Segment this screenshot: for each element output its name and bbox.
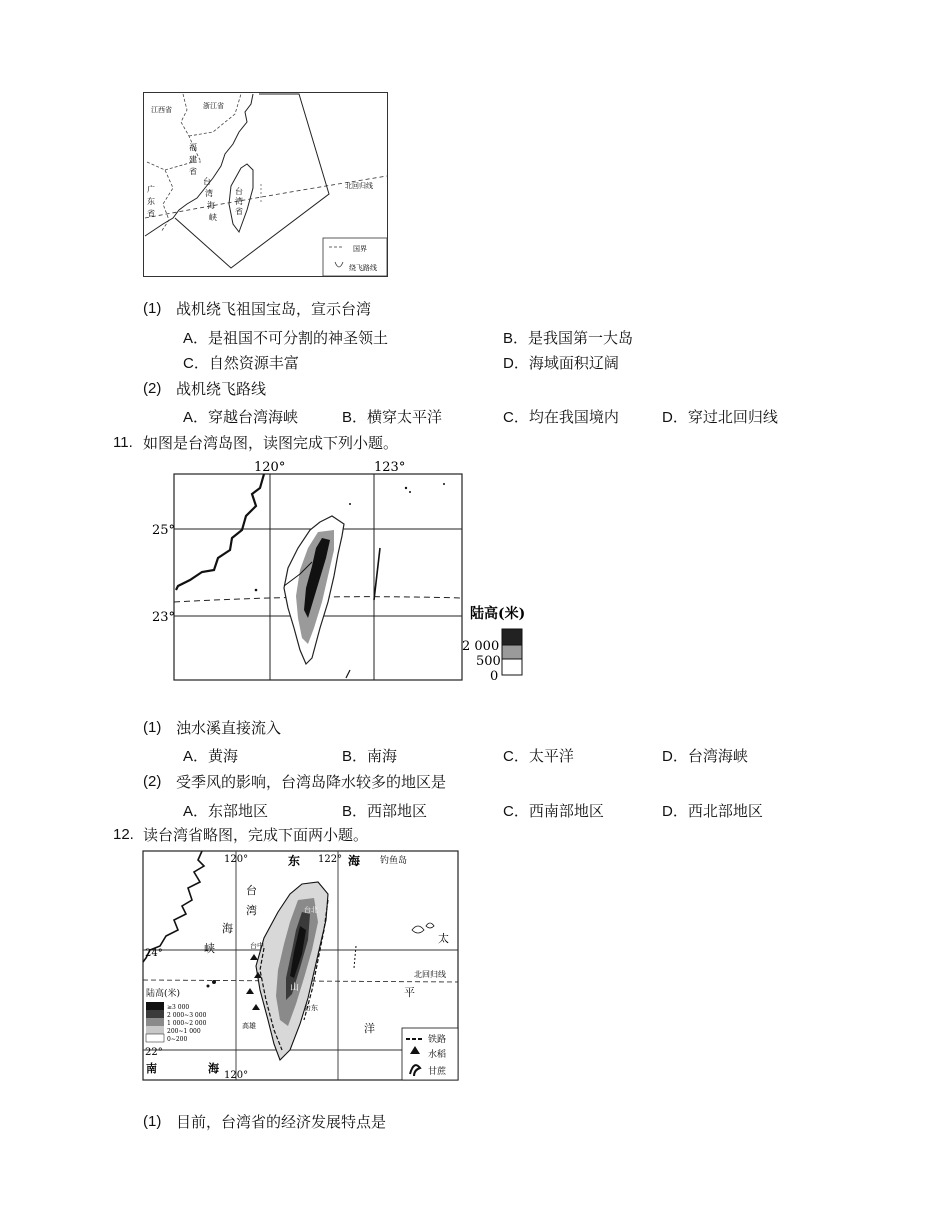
q11-sub2-stem: 受季风的影响，台湾岛降水较多的地区是: [176, 773, 447, 791]
option-text: 是祖国不可分割的神圣领土: [208, 329, 389, 347]
q12-number: 12.: [113, 826, 134, 843]
q10-sub1-number: (1): [143, 300, 162, 317]
legend-tick-2000: 2 000: [462, 639, 500, 654]
elev-range-2: 2 000~3 000: [167, 1012, 207, 1019]
q12-sub1-number: (1): [143, 1113, 162, 1130]
option-text: 横穿太平洋: [367, 408, 443, 426]
q10-sub2-number: (2): [143, 380, 162, 397]
label-guangdong-1: 广: [147, 185, 155, 194]
q11-sub1-stem: 浊水溪直接流入: [176, 719, 282, 737]
option-key: D．: [662, 409, 688, 426]
strait-label-3: 海: [222, 922, 233, 935]
lon-label-123: 123°: [374, 460, 406, 475]
label-guangdong-2: 东: [147, 197, 155, 206]
lon-label-120-bottom: 120°: [224, 1070, 249, 1081]
q10-sub2-option-a[interactable]: [183, 407, 298, 428]
legend-sugarcane: 甘蔗: [428, 1067, 447, 1077]
option-text: 西南部地区: [528, 802, 604, 820]
q10-sub1-stem: 战机绕飞祖国宝岛，宣示台湾: [176, 300, 372, 318]
option-text: 穿过北回归线: [687, 408, 778, 426]
east-sea-label-2: 海: [348, 854, 361, 868]
label-strait-1: 台: [203, 177, 211, 186]
pacific-label-3: 洋: [364, 1022, 375, 1035]
q10-route-map: [143, 92, 389, 278]
option-text: 太平洋: [528, 747, 574, 765]
option-key: D．: [662, 748, 688, 765]
elev-range-1: ≥3 000: [167, 1004, 190, 1011]
q10-sub1-option-d[interactable]: [503, 353, 619, 374]
option-text: 是我国第一大岛: [528, 329, 634, 347]
option-text: 西部地区: [367, 802, 428, 820]
strait-label-4: 峡: [204, 942, 215, 955]
east-sea-label-1: 东: [288, 854, 301, 868]
q11-sub2-option-b[interactable]: [342, 801, 427, 822]
strait-label-1: 台: [246, 884, 257, 897]
q11-taiwan-relief-map: [148, 458, 528, 686]
q11-sub2-number: (2): [143, 773, 162, 790]
south-sea-label-2: 海: [208, 1062, 219, 1075]
option-text: 黄海: [208, 747, 239, 765]
q10-sub2-option-b[interactable]: [342, 407, 442, 428]
south-sea-label-1: 南: [146, 1062, 157, 1075]
q11-sub2-option-a[interactable]: [183, 801, 268, 822]
option-text: 海域面积辽阔: [528, 354, 619, 372]
label-taiwan-3: 省: [235, 207, 243, 216]
lon-label-122: 122°: [318, 854, 343, 865]
option-text: 穿越台湾海峡: [208, 408, 299, 426]
lat-label-25: 25°: [152, 523, 176, 538]
elev-range-5: 0~200: [167, 1036, 188, 1043]
option-key: A．: [183, 330, 209, 347]
legend-tick-500: 500: [476, 654, 501, 669]
pacific-label-2: 平: [404, 986, 415, 999]
option-key: A．: [183, 409, 209, 426]
legend-border-label: 国界: [353, 245, 367, 253]
q11-sub2-option-d[interactable]: [662, 801, 763, 822]
elevation-legend-title: 陆高(米): [146, 989, 181, 999]
island-label-mountain: 山: [290, 983, 300, 993]
lon-label-120: 120°: [254, 460, 286, 475]
q10-sub1-option-b[interactable]: [503, 328, 633, 349]
island-label-taitung: 台东: [304, 1004, 318, 1012]
q11-sub1-option-c[interactable]: [503, 746, 574, 767]
elev-range-4: 200~1 000: [167, 1028, 201, 1035]
q11-sub1-option-a[interactable]: [183, 746, 238, 767]
q11-sub2-option-c[interactable]: [503, 801, 604, 822]
lon-label-120: 120°: [224, 854, 249, 865]
q11-sub1-number: (1): [143, 719, 162, 736]
option-key: A．: [183, 803, 209, 820]
option-key: D．: [503, 355, 529, 372]
q10-sub2-stem: 战机绕飞路线: [176, 380, 267, 398]
q10-sub2-option-c[interactable]: [503, 407, 619, 428]
island-label-taipei: 台北: [304, 906, 318, 914]
option-text: 均在我国境内: [528, 408, 619, 426]
label-fujian-2: 建: [189, 155, 197, 164]
legend-route-label: 绕飞路线: [349, 264, 377, 272]
option-key: D．: [662, 803, 688, 820]
q12-taiwan-province-map: [142, 850, 460, 1082]
q11-stem: 如图是台湾岛图，读图完成下列小题。: [143, 434, 399, 452]
label-taiwan-2: 湾: [235, 197, 243, 206]
label-jiangxi: 江西省: [151, 106, 172, 114]
label-fujian-3: 省: [189, 167, 197, 176]
label-guangdong-3: 省: [147, 209, 155, 218]
option-key: C．: [503, 748, 529, 765]
q10-sub1-option-c[interactable]: [183, 353, 299, 374]
tropic-label: 北回归线: [414, 970, 446, 979]
label-taiwan-1: 台: [235, 187, 243, 196]
label-strait-2: 湾: [205, 189, 213, 198]
q11-sub1-option-b[interactable]: [342, 746, 397, 767]
option-text: 南海: [367, 747, 398, 765]
q11-sub1-option-d[interactable]: [662, 746, 748, 767]
option-key: B．: [342, 748, 368, 765]
lat-label-22: 22°: [145, 1047, 163, 1058]
island-label-taichung: 台中: [250, 942, 264, 950]
label-fujian-1: 福: [189, 143, 197, 152]
option-key: A．: [183, 748, 209, 765]
island-label-kaohsiung: 高雄: [242, 1022, 256, 1030]
option-text: 东部地区: [208, 802, 269, 820]
diaoyu-label: 钓鱼岛: [380, 856, 408, 866]
option-key: C．: [183, 355, 209, 372]
option-text: 西北部地区: [687, 802, 763, 820]
elevation-legend-title: 陆高(米): [470, 606, 526, 622]
option-key: C．: [503, 803, 529, 820]
lat-label-23: 23°: [152, 610, 176, 625]
label-tropic: 北回归线: [345, 182, 373, 190]
legend-tick-0: 0: [490, 669, 499, 684]
q10-sub1-option-a[interactable]: [183, 328, 388, 349]
legend-railway: 铁路: [428, 1035, 447, 1045]
q12-stem: 读台湾省略图，完成下面两小题。: [143, 826, 369, 844]
option-key: B．: [342, 409, 368, 426]
label-strait-3: 海: [207, 201, 215, 210]
legend-rice: 水稻: [428, 1050, 447, 1060]
label-zhejiang: 浙江省: [203, 102, 224, 110]
option-key: C．: [503, 409, 529, 426]
option-text: 自然资源丰富: [208, 354, 299, 372]
option-text: 台湾海峡: [687, 747, 748, 765]
option-key: B．: [503, 330, 529, 347]
label-strait-4: 峡: [209, 213, 217, 222]
lat-label-24: 24°: [145, 948, 163, 959]
elev-range-3: 1 000~2 000: [167, 1020, 207, 1027]
pacific-label-1: 太: [438, 932, 449, 945]
q11-number: 11.: [113, 434, 133, 451]
q12-sub1-stem: 目前，台湾省的经济发展特点是: [176, 1113, 387, 1131]
option-key: B．: [342, 803, 368, 820]
strait-label-2: 湾: [246, 904, 257, 917]
q10-sub2-option-d[interactable]: [662, 407, 778, 428]
